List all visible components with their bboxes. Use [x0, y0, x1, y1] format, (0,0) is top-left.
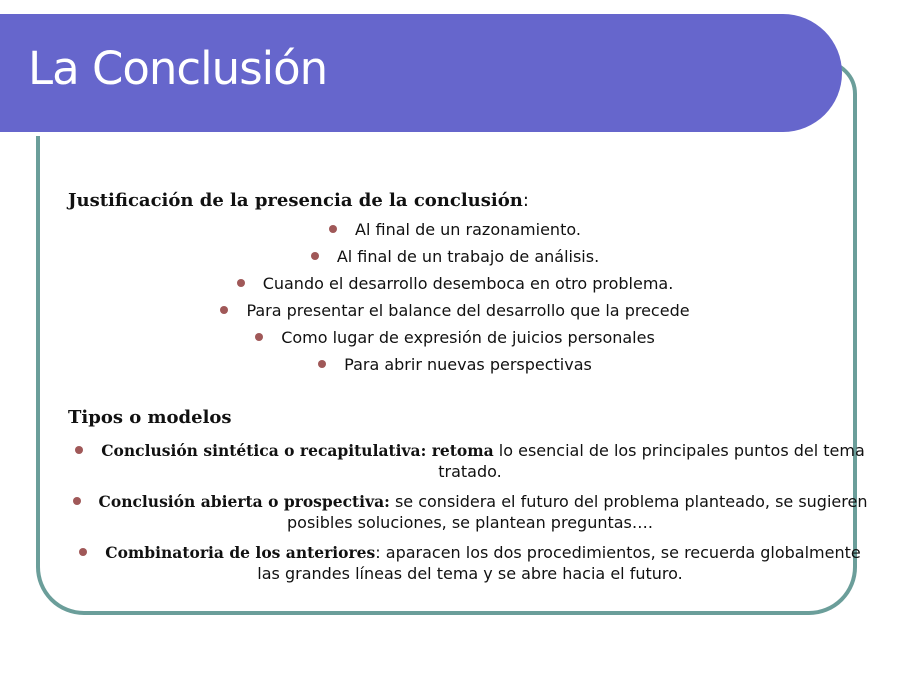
list-item-text: Para abrir nuevas perspectivas: [344, 355, 592, 374]
bullet-icon: [329, 225, 337, 233]
bullet-icon: [237, 279, 245, 287]
list-item: [60, 355, 850, 382]
bullet-icon: [73, 497, 81, 505]
justificacion-list: [60, 220, 850, 382]
list-item-text: Como lugar de expresión de juicios personales: [281, 328, 655, 347]
bullet-icon: [79, 548, 87, 556]
slide-title: La Conclusión: [28, 42, 328, 95]
bullet-icon: [255, 333, 263, 341]
list-item: [70, 440, 870, 482]
list-item-text: Cuando el desarrollo desemboca en otro problema.: [262, 274, 674, 293]
list-item-text: lo esencial de los principales puntos del tema tratado.: [438, 441, 865, 481]
section-heading-text: Justificación de la presencia de la conclusión: [68, 190, 523, 211]
list-item: [70, 542, 870, 584]
title-underline: [0, 132, 798, 136]
list-item-text: se considera el futuro del problema planteado, se sugieren posibles soluciones, se plantean preguntas….: [287, 492, 868, 532]
bullet-icon: [318, 360, 326, 368]
tipos-list: [70, 440, 870, 593]
list-item: [60, 247, 850, 274]
list-item: [60, 301, 850, 328]
list-item: [60, 328, 850, 355]
list-item: [70, 491, 870, 533]
list-item-term: Conclusión abierta o prospectiva:: [98, 492, 390, 511]
section-heading-tipos: Tipos o modelos: [68, 407, 232, 428]
bullet-icon: [220, 306, 228, 314]
list-item-term: Conclusión sintética o recapitulativa: retoma: [101, 441, 494, 460]
list-item-text: Al final de un razonamiento.: [355, 220, 581, 239]
list-item-text: : aparacen los dos procedimientos, se recuerda globalmente las grandes líneas del tema y se abre hacia el futuro.: [257, 543, 861, 583]
section-heading-justificacion: [68, 190, 529, 211]
list-item-text: Al final de un trabajo de análisis.: [336, 247, 600, 266]
section-heading-colon: :: [522, 190, 529, 211]
list-item-term: Combinatoria de los anteriores: [105, 543, 376, 562]
list-item-text: Para presentar el balance del desarrollo que la precede: [246, 301, 690, 320]
bullet-icon: [311, 252, 319, 260]
bullet-icon: [75, 446, 83, 454]
list-item: [60, 274, 850, 301]
list-item: [60, 220, 850, 247]
